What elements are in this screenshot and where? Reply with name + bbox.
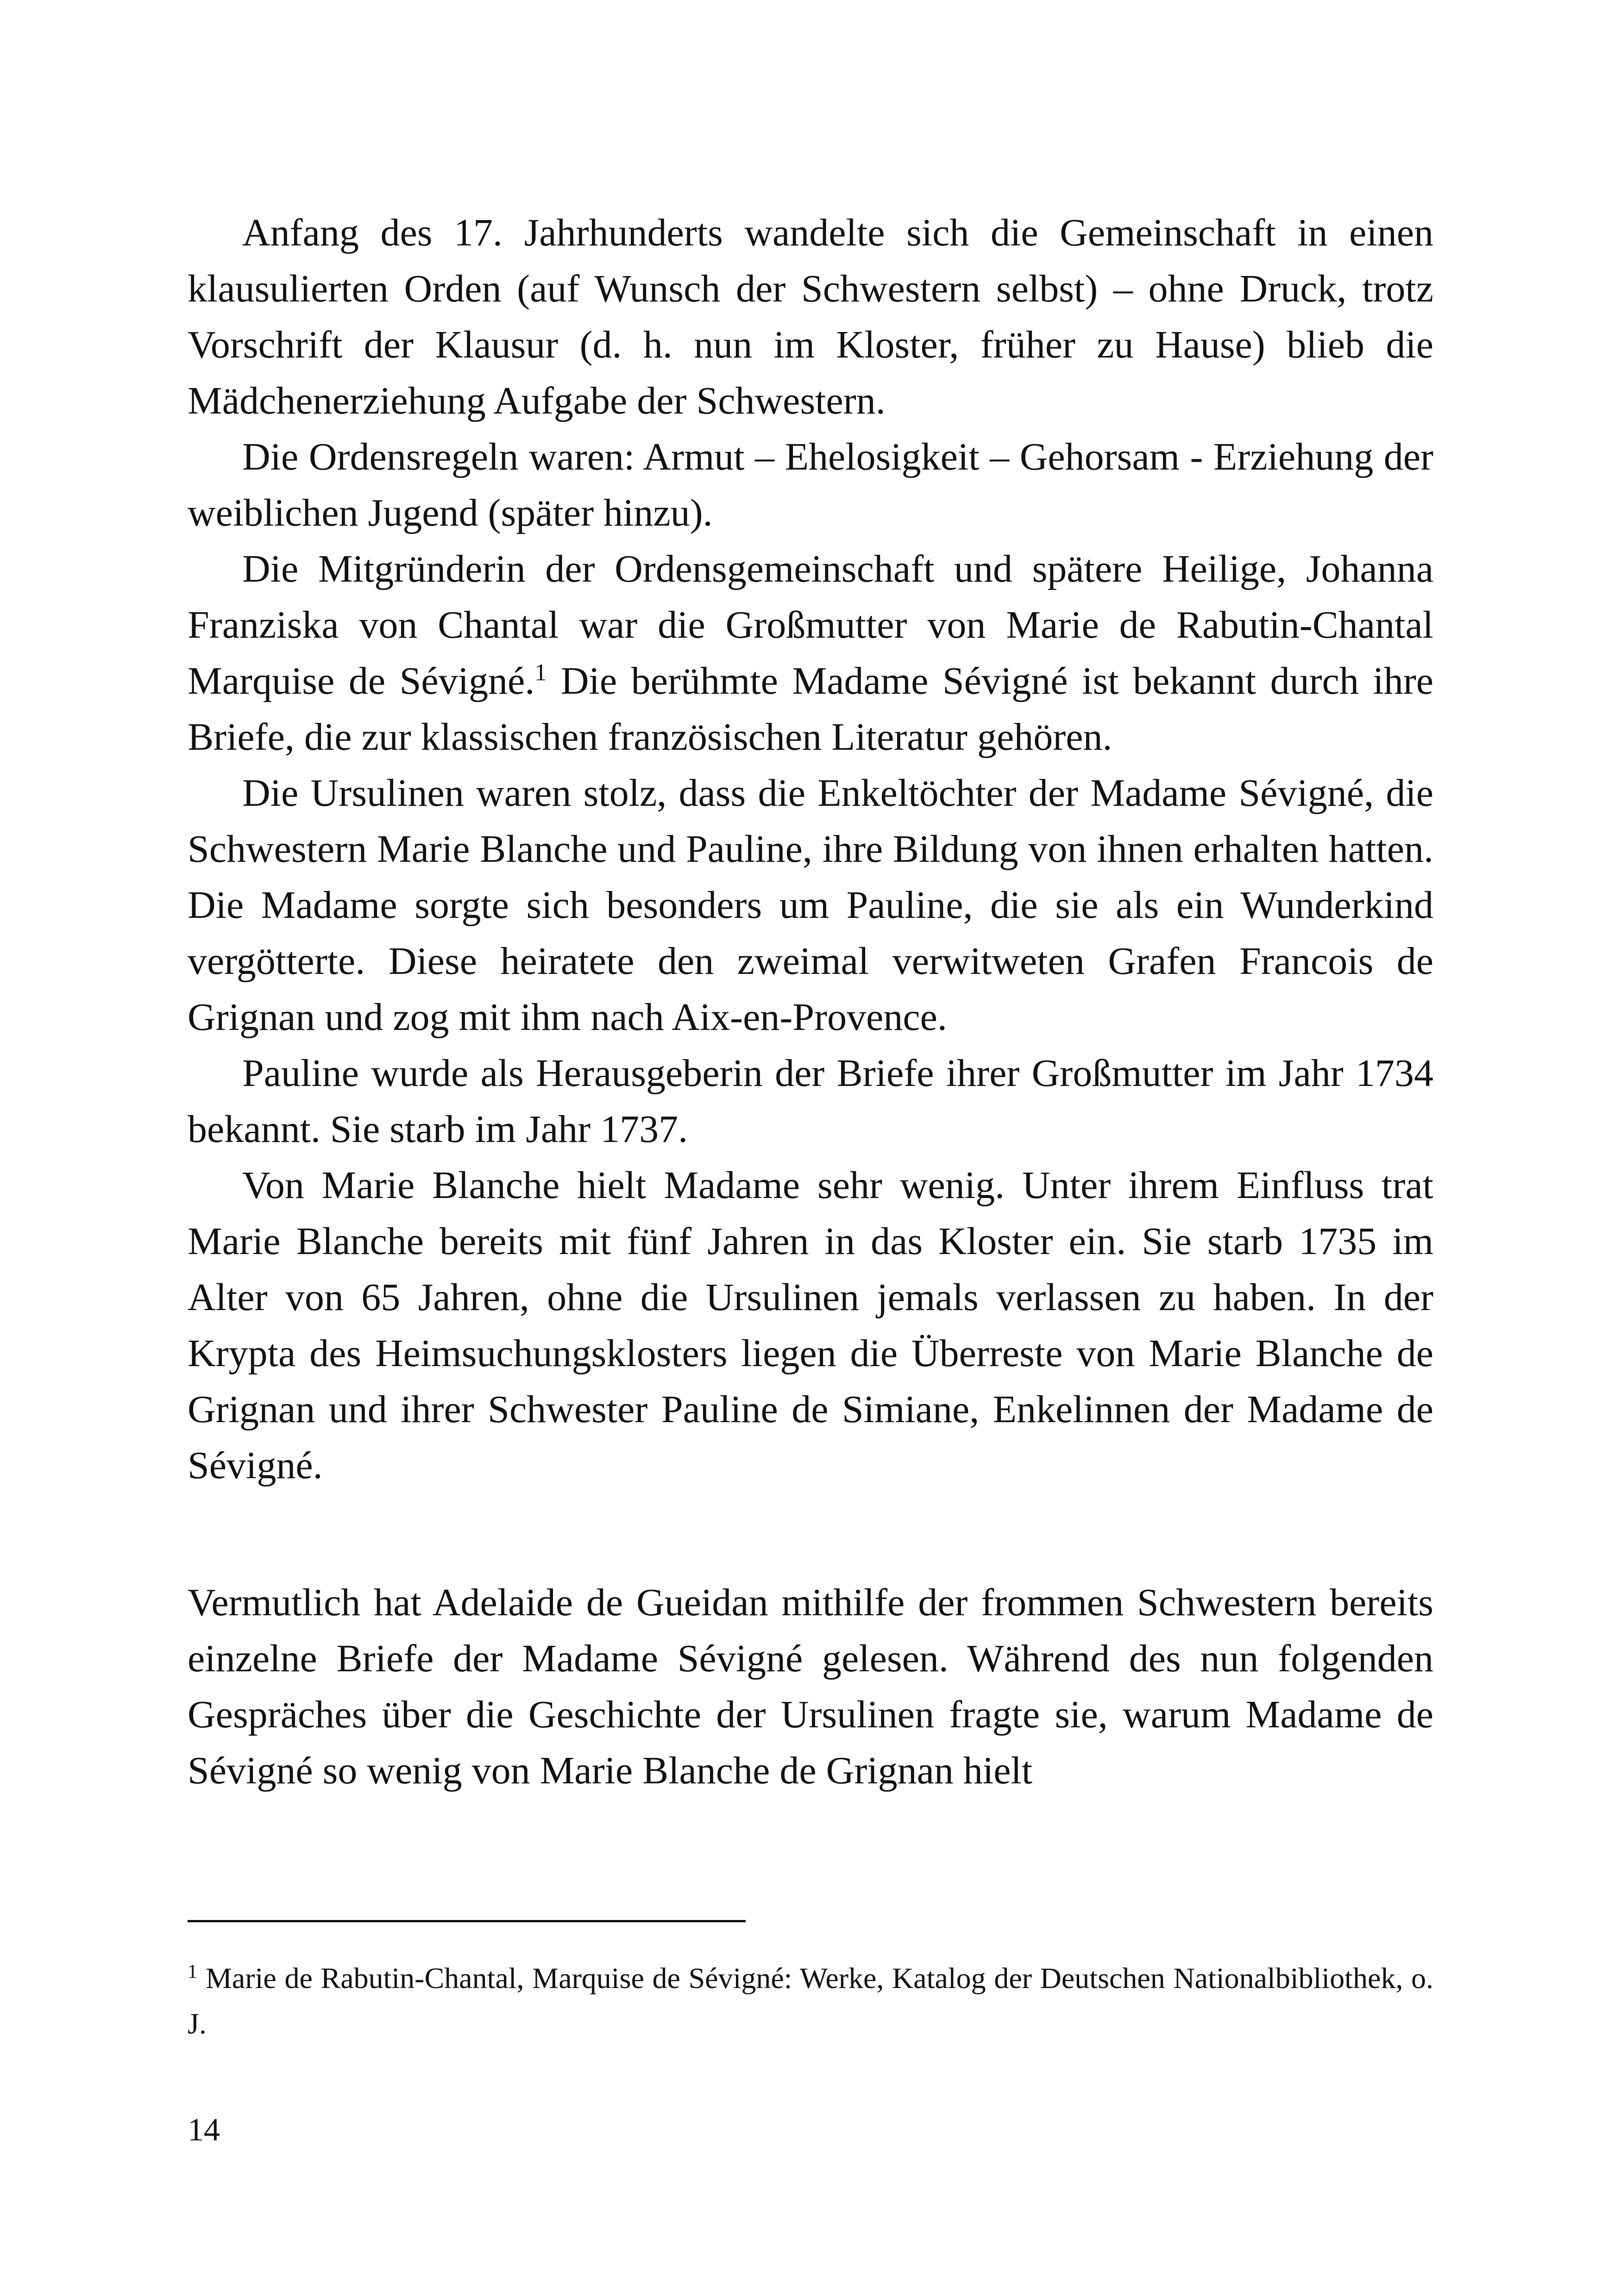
paragraph-text: Vermutlich hat Adelaide de Gueidan mithilfe der frommen Schwestern bereits einzelne Briefe der Madame Sévigné gelesen. Während des nun folgenden Gespräches über die Geschichte der Ursulinen fragte sie, warum Madame de Sévigné so wenig von Marie Blanche de Grignan hielt [188,1581,1433,1792]
footnote-divider [188,1920,746,1922]
paragraph [188,429,1433,541]
main-text [188,205,1433,1493]
paragraph-text: Die Mitgründerin der Ordensgemeinschaft und spätere Heilige, Johanna Franziska von Chantal war die Großmutter von Marie de Rabutin-Chantal Marquise de Sévigné. [188,547,1433,703]
footnote-marker: 1 [188,1961,197,1982]
footnote [188,1956,1433,2046]
paragraph [188,765,1433,1045]
paragraph [188,1157,1433,1493]
footnote-text: Marie de Rabutin-Chantal, Marquise de Sévigné: Werke, Katalog der Deutschen Nationalbibliothek, o. J. [188,1962,1433,2040]
footnote-reference: 1 [534,659,547,686]
paragraph-text: Von Marie Blanche hielt Madame sehr wenig. Unter ihrem Einfluss trat Marie Blanche bereits mit fünf Jahren in das Kloster ein. Sie starb 1735 im Alter von 65 Jahren, ohne die Ursulinen jemals verlassen zu haben. In der Krypta des Heimsuchungsklosters liegen die Überreste von Marie Blanche de Grignan und ihrer Schwester Pauline de Simiane, Enkelinnen der Madame de Sévigné. [188,1164,1433,1487]
paragraph-text: Die Ordensregeln waren: Armut – Ehelosigkeit – Gehorsam - Erziehung der weiblichen Jugend (später hinzu). [188,435,1433,534]
paragraph [188,1045,1433,1157]
paragraph-text: Die berühmte Madame Sévigné ist bekannt durch ihre Briefe, die zur klassischen französischen Literatur gehören. [188,659,1433,759]
paragraph-text: Anfang des 17. Jahrhunderts wandelte sich die Gemeinschaft in einen klausulierten Orden (auf Wunsch der Schwestern selbst) – ohne Druck, trotz Vorschrift der Klausur (d. h. nun im Kloster, früher zu Hause) blieb die Mädchenerziehung Aufgabe der Schwestern. [188,211,1433,422]
continuation-text [188,1575,1433,1799]
paragraph-text: Die Ursulinen waren stolz, dass die Enkeltöchter der Madame Sévigné, die Schwestern Marie Blanche und Pauline, ihre Bildung von ihnen erhalten hatten. Die Madame sorgte sich besonders um Pauline, die sie als ein Wunderkind vergötterte. Diese heiratete den zweimal verwitweten Grafen Francois de Grignan und zog mit ihm nach Aix-en-Provence. [188,772,1433,1039]
paragraph [188,541,1433,765]
paragraph [188,205,1433,429]
page-number: 14 [188,2112,220,2148]
paragraph-text: Pauline wurde als Herausgeberin der Briefe ihrer Großmutter im Jahr 1734 bekannt. Sie starb im Jahr 1737. [188,1052,1433,1151]
paragraph [188,1575,1433,1799]
